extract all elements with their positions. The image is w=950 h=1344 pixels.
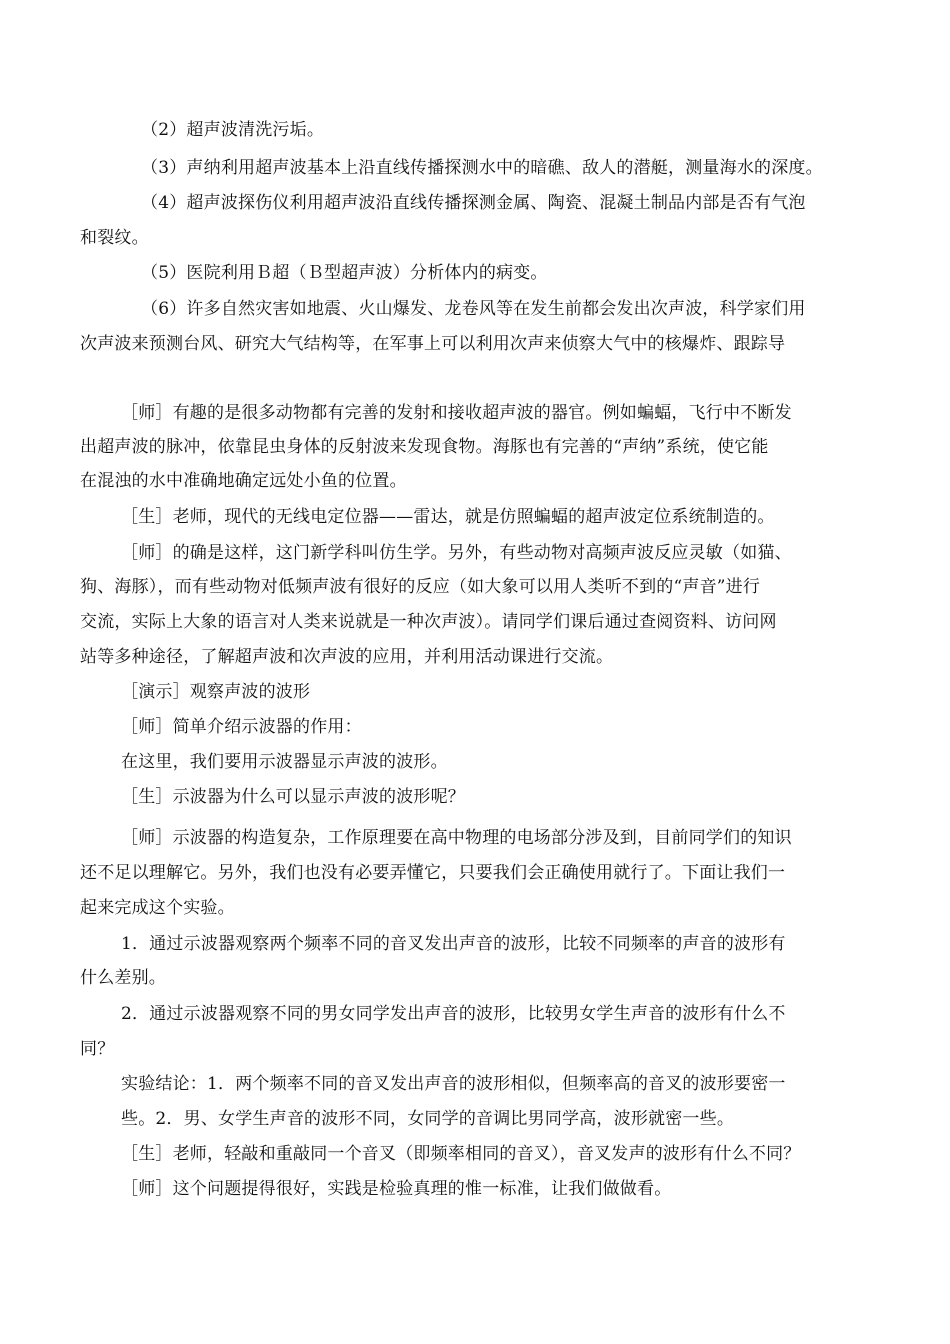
- student-paragraph: ［生］老师，轻敲和重敲同一个音叉（即频率相同的音叉），音叉发声的波形有什么不同？: [121, 1144, 801, 1164]
- text-line: 出超声波的脉冲，依靠昆虫身体的反射波来发现食物。海豚也有完善的“声纳”系统，使它能: [80, 437, 769, 457]
- text-line: 什么差别。: [80, 968, 166, 988]
- text-line: 狗、海豚），而有些动物对低频声波有很好的反应（如大象可以用人类听不到的“声音”进行: [80, 577, 761, 597]
- text-line: 交流，实际上大象的语言对人类来说就是一种次声波）。请同学们课后通过查阅资料、访问网: [80, 612, 777, 632]
- experiment-step-2: 2．通过示波器观察不同的男女同学发出声音的波形，比较男女学生声音的波形有什么不: [121, 1004, 786, 1024]
- teacher-paragraph: ［师］的确是这样，这门新学科叫仿生学。另外，有些动物对高频声波反应灵敏（如猫、: [121, 543, 792, 563]
- teacher-paragraph: ［师］有趣的是很多动物都有完善的发射和接收超声波的器官。例如蝙蝠，飞行中不断发: [121, 403, 792, 423]
- text-line: 和裂纹。: [80, 228, 149, 248]
- list-item-flaw-detector: （4）超声波探伤仪利用超声波沿直线传播探测金属、陶瓷、混凝土制品内部是否有气泡: [141, 193, 806, 213]
- text-line: 些。2．男、女学生声音的波形不同，女同学的音调比男同学高，波形就密一些。: [121, 1109, 735, 1129]
- list-item-infrasound: （6）许多自然灾害如地震、火山爆发、龙卷风等在发生前都会发出次声波，科学家们用: [141, 299, 806, 319]
- experiment-step-1: 1．通过示波器观察两个频率不同的音叉发出声音的波形，比较不同频率的声音的波形有: [121, 934, 786, 954]
- text-line: 同？: [80, 1039, 115, 1059]
- teacher-paragraph: ［师］示波器的构造复杂，工作原理要在高中物理的电场部分涉及到，目前同学们的知识: [121, 828, 792, 848]
- student-paragraph: ［生］示波器为什么可以显示声波的波形呢？: [121, 787, 465, 807]
- list-item-ultrasonic-cleaning: （2）超声波清洗污垢。: [141, 120, 325, 140]
- list-item-b-ultrasound: （5）医院利用Ｂ超（Ｂ型超声波）分析体内的病变。: [141, 263, 548, 283]
- text-line: 起来完成这个实验。: [80, 898, 235, 918]
- student-paragraph: ［生］老师，现代的无线电定位器——雷达，就是仿照蝙蝠的超声波定位系统制造的。: [121, 507, 775, 527]
- text-line: 站等多种途径，了解超声波和次声波的应用，并利用活动课进行交流。: [80, 647, 614, 667]
- teacher-paragraph: ［师］这个问题提得很好，实践是检验真理的惟一标准，让我们做做看。: [121, 1179, 672, 1199]
- text-line: 次声波来预测台风、研究大气结构等，在军事上可以利用次声来侦察大气中的核爆炸、跟踪导: [80, 334, 786, 354]
- demo-heading: ［演示］观察声波的波形: [121, 682, 311, 702]
- text-line: 在混浊的水中准确地确定远处小鱼的位置。: [80, 471, 407, 491]
- list-item-sonar: （3）声纳利用超声波基本上沿直线传播探测水中的暗礁、敌人的潜艇，测量海水的深度。: [141, 158, 823, 178]
- experiment-conclusion: 实验结论：1．两个频率不同的音叉发出声音的波形相似，但频率高的音叉的波形要密一: [121, 1074, 786, 1094]
- text-line: 在这里，我们要用示波器显示声波的波形。: [121, 752, 448, 772]
- teacher-paragraph: ［师］简单介绍示波器的作用：: [121, 717, 362, 737]
- text-line: 还不足以理解它。另外，我们也没有必要弄懂它，只要我们会正确使用就行了。下面让我们一: [80, 863, 786, 883]
